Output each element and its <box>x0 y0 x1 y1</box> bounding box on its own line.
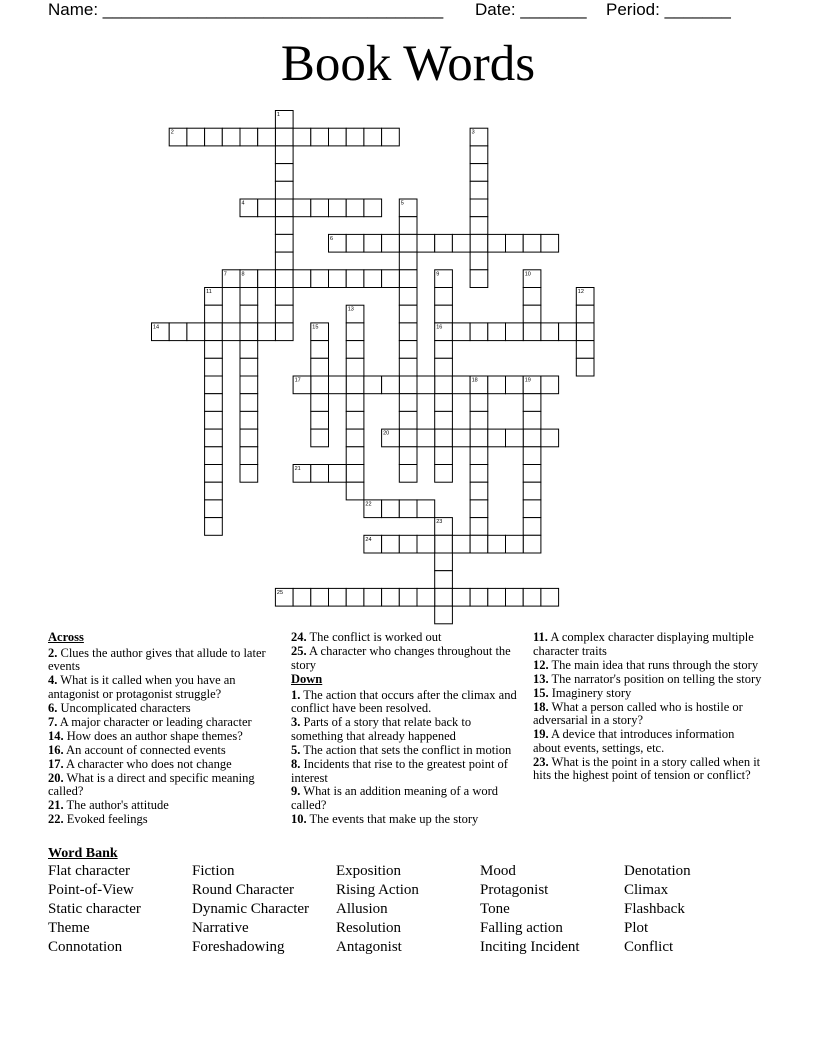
cell-number: 4 <box>241 200 245 207</box>
clue-item: 13. The narrator's position on telling the story <box>533 671 762 686</box>
clue-item: 1. The action that occurs after the climax and conflict have been resolved. <box>291 687 517 716</box>
grid-cell[interactable] <box>258 270 276 288</box>
word-bank-item: Flashback <box>624 901 685 917</box>
grid-cell[interactable] <box>452 429 470 447</box>
grid-cell[interactable] <box>399 288 417 306</box>
grid-cell[interactable] <box>399 411 417 429</box>
cell-number: 18 <box>471 377 478 384</box>
grid-cell[interactable] <box>293 199 311 217</box>
grid-cell[interactable] <box>187 323 205 341</box>
grid-cell[interactable] <box>311 341 329 359</box>
grid-cell[interactable] <box>205 518 223 536</box>
grid-cell[interactable] <box>399 341 417 359</box>
grid-cell[interactable] <box>399 394 417 412</box>
grid-cell[interactable] <box>346 199 364 217</box>
down-heading: Down <box>291 672 323 687</box>
cell-number: 7 <box>223 271 227 278</box>
grid-cell[interactable] <box>523 465 541 483</box>
cell-number: 10 <box>524 271 531 278</box>
grid-cell[interactable] <box>399 535 417 553</box>
grid-cell[interactable] <box>240 447 258 465</box>
grid-cell[interactable] <box>523 288 541 306</box>
grid-cell[interactable] <box>399 500 417 518</box>
grid-cell[interactable] <box>576 358 594 376</box>
grid-cell[interactable] <box>293 588 311 606</box>
word-bank-item: Conflict <box>624 939 674 955</box>
grid-cell[interactable] <box>222 128 240 146</box>
grid-cell[interactable] <box>275 270 293 288</box>
grid-cell[interactable] <box>452 234 470 252</box>
grid-cell[interactable] <box>470 252 488 270</box>
clue-item: 6. Uncomplicated characters <box>48 700 191 715</box>
grid-cell[interactable] <box>435 394 453 412</box>
grid-cell[interactable] <box>523 234 541 252</box>
name-line[interactable]: Name: ____________________________________ <box>48 0 444 19</box>
grid-cell[interactable] <box>435 305 453 323</box>
grid-cell[interactable] <box>523 394 541 412</box>
grid-cell[interactable] <box>205 447 223 465</box>
grid-cell[interactable] <box>329 270 347 288</box>
grid-cell[interactable] <box>399 465 417 483</box>
word-bank-item: Foreshadowing <box>192 939 285 955</box>
grid-cell[interactable] <box>258 323 276 341</box>
grid-cell[interactable] <box>523 447 541 465</box>
cell-number: 20 <box>383 430 390 437</box>
grid-cell[interactable] <box>470 146 488 164</box>
grid-cell[interactable] <box>435 571 453 589</box>
word-bank-item: Tone <box>480 901 510 917</box>
clue-item: 8. Incidents that rise to the greatest point of interest <box>291 756 508 785</box>
word-bank-item: Allusion <box>336 901 388 917</box>
grid-cell[interactable] <box>488 376 506 394</box>
grid-cell[interactable] <box>399 217 417 235</box>
grid-cell[interactable] <box>293 270 311 288</box>
grid-cell[interactable] <box>205 323 223 341</box>
grid-cell[interactable] <box>470 270 488 288</box>
word-bank-item: Exposition <box>336 863 402 879</box>
grid-cell[interactable] <box>523 323 541 341</box>
grid-cell[interactable] <box>417 588 435 606</box>
cell-number: 24 <box>365 536 372 543</box>
clue-item: 20. What is a direct and specific meaning called? <box>48 770 255 799</box>
grid-cell[interactable] <box>382 234 400 252</box>
word-bank-item: Flat character <box>48 863 131 879</box>
grid-cell[interactable] <box>205 429 223 447</box>
cell-number: 8 <box>241 271 245 278</box>
clue-item: 2. Clues the author gives that allude to later events <box>48 645 266 674</box>
grid-cell[interactable] <box>470 199 488 217</box>
grid-cell[interactable] <box>488 323 506 341</box>
grid-cell[interactable] <box>523 535 541 553</box>
clue-item: 14. How does an author shape themes? <box>48 728 243 743</box>
grid-cell[interactable] <box>417 376 435 394</box>
grid-cell[interactable] <box>364 234 382 252</box>
grid-cell[interactable] <box>364 376 382 394</box>
grid-cell[interactable] <box>346 411 364 429</box>
cell-number: 15 <box>312 324 319 331</box>
grid-cell[interactable] <box>240 394 258 412</box>
clue-item: 23. What is the point in a story called when it hits the highest point of tension or conflict? <box>533 754 761 783</box>
grid-cell[interactable] <box>311 429 329 447</box>
grid-cell[interactable] <box>275 181 293 199</box>
grid-cell[interactable] <box>399 358 417 376</box>
grid-cell[interactable] <box>399 234 417 252</box>
grid-cell[interactable] <box>205 358 223 376</box>
grid-cell[interactable] <box>240 465 258 483</box>
grid-cell[interactable] <box>258 199 276 217</box>
clue-item: 19. A device that introduces information about events, settings, etc. <box>533 727 735 755</box>
grid-cell[interactable] <box>523 518 541 536</box>
grid-cell[interactable] <box>329 376 347 394</box>
grid-cell[interactable] <box>523 588 541 606</box>
grid-cell[interactable] <box>293 128 311 146</box>
grid-cell[interactable] <box>470 164 488 182</box>
grid-cell[interactable] <box>435 553 453 571</box>
grid-cell[interactable] <box>523 411 541 429</box>
grid-cell[interactable] <box>523 429 541 447</box>
grid-cell[interactable] <box>329 588 347 606</box>
grid-cell[interactable] <box>311 199 329 217</box>
grid-cell[interactable] <box>399 447 417 465</box>
grid-cell[interactable] <box>382 376 400 394</box>
across-heading: Across <box>48 630 84 644</box>
grid-cell[interactable] <box>541 234 559 252</box>
grid-cell[interactable] <box>523 305 541 323</box>
grid-cell[interactable] <box>488 588 506 606</box>
word-bank-item: Antagonist <box>336 939 402 955</box>
grid-cell[interactable] <box>275 217 293 235</box>
word-bank-item: Rising Action <box>336 882 419 898</box>
grid-cell[interactable] <box>417 429 435 447</box>
cell-number: 12 <box>577 289 584 295</box>
grid-cell[interactable] <box>205 465 223 483</box>
grid-cell[interactable] <box>275 128 293 146</box>
grid-cell[interactable] <box>576 305 594 323</box>
cell-number: 13 <box>347 306 354 313</box>
grid-cell[interactable] <box>382 535 400 553</box>
period-line[interactable]: Period: _______ <box>606 0 731 19</box>
grid-cell[interactable] <box>275 288 293 306</box>
grid-cell[interactable] <box>541 376 559 394</box>
grid-cell[interactable] <box>399 376 417 394</box>
grid-cell[interactable] <box>435 535 453 553</box>
grid-cell[interactable] <box>470 500 488 518</box>
grid-cell[interactable] <box>240 411 258 429</box>
grid-cell[interactable] <box>205 305 223 323</box>
grid-cell[interactable] <box>470 518 488 536</box>
cell-number: 22 <box>365 501 372 508</box>
grid-cell[interactable] <box>506 376 524 394</box>
clue-item: 16. An account of connected events <box>48 742 226 757</box>
grid-cell[interactable] <box>559 323 577 341</box>
clue-item: 22. Evoked feelings <box>48 812 148 827</box>
grid-cell[interactable] <box>417 234 435 252</box>
clue-item: 3. Parts of a story that relate back to something that already happened <box>291 715 472 743</box>
grid-cell[interactable] <box>576 341 594 359</box>
word-bank-item: Point-of-View <box>48 882 134 898</box>
grid-cell[interactable] <box>240 358 258 376</box>
grid-cell[interactable] <box>523 482 541 500</box>
grid-cell[interactable] <box>364 588 382 606</box>
grid-cell[interactable] <box>205 376 223 394</box>
grid-cell[interactable] <box>417 535 435 553</box>
grid-cell[interactable] <box>435 376 453 394</box>
clue-item: 12. The main idea that runs through the story <box>533 657 759 672</box>
word-bank-item: Inciting Incident <box>480 939 580 955</box>
grid-cell[interactable] <box>346 358 364 376</box>
grid-cell[interactable] <box>311 411 329 429</box>
grid-cell[interactable] <box>382 128 400 146</box>
grid-cell[interactable] <box>346 323 364 341</box>
grid-cell[interactable] <box>275 323 293 341</box>
cell-number: 14 <box>153 324 160 331</box>
grid-cell[interactable] <box>506 429 524 447</box>
grid-cell[interactable] <box>240 341 258 359</box>
grid-cell[interactable] <box>435 234 453 252</box>
cell-number: 5 <box>400 200 404 207</box>
word-bank-item: Denotation <box>624 863 691 879</box>
grid-cell[interactable] <box>205 128 223 146</box>
word-bank-item: Fiction <box>192 863 235 879</box>
grid-cell[interactable] <box>506 588 524 606</box>
word-bank-item: Connotation <box>48 939 123 955</box>
word-bank-item: Resolution <box>336 920 402 936</box>
cell-number: 6 <box>330 235 334 242</box>
word-bank-item: Dynamic Character <box>192 901 310 917</box>
clues-column-1 <box>48 631 276 827</box>
word-bank-item: Theme <box>48 920 90 936</box>
grid-cell[interactable] <box>346 234 364 252</box>
grid-cell[interactable] <box>240 128 258 146</box>
clue-item: 21. The author's attitude <box>48 798 169 813</box>
grid-cell[interactable] <box>541 323 559 341</box>
grid-cell[interactable] <box>346 376 364 394</box>
grid-cell[interactable] <box>576 323 594 341</box>
grid-cell[interactable] <box>346 394 364 412</box>
grid-cell[interactable] <box>275 146 293 164</box>
grid-cell[interactable] <box>488 429 506 447</box>
cell-number: 9 <box>436 271 440 278</box>
grid-cell[interactable] <box>435 429 453 447</box>
grid-cell[interactable] <box>435 411 453 429</box>
cell-number: 21 <box>294 466 301 472</box>
grid-cell[interactable] <box>240 323 258 341</box>
grid-cell[interactable] <box>329 128 347 146</box>
word-bank-heading: Word Bank <box>48 846 118 861</box>
grid-cell[interactable] <box>452 323 470 341</box>
grid-cell[interactable] <box>435 588 453 606</box>
grid-cell[interactable] <box>258 128 276 146</box>
grid-cell[interactable] <box>346 588 364 606</box>
cell-number: 23 <box>436 519 443 526</box>
word-bank-item: Falling action <box>480 920 563 936</box>
cell-number: 25 <box>276 589 284 596</box>
grid-cell[interactable] <box>346 270 364 288</box>
grid-cell[interactable] <box>364 199 382 217</box>
grid-cell[interactable] <box>435 341 453 359</box>
grid-cell[interactable] <box>222 323 240 341</box>
grid-cell[interactable] <box>452 588 470 606</box>
cell-number: 11 <box>206 289 212 295</box>
puzzle-title: Book Words <box>280 36 536 92</box>
cell-number: 3 <box>471 129 475 136</box>
grid-cell[interactable] <box>275 234 293 252</box>
cell-number: 16 <box>436 324 443 331</box>
clue-item: 7. A major character or leading character <box>48 714 252 729</box>
grid-cell[interactable] <box>346 429 364 447</box>
grid-cell[interactable] <box>169 323 187 341</box>
grid-cell[interactable] <box>311 376 329 394</box>
grid-cell[interactable] <box>275 252 293 270</box>
grid-cell[interactable] <box>488 535 506 553</box>
grid-cell[interactable] <box>435 358 453 376</box>
grid-cell[interactable] <box>187 128 205 146</box>
grid-cell[interactable] <box>523 500 541 518</box>
grid-cell[interactable] <box>470 465 488 483</box>
grid-cell[interactable] <box>417 500 435 518</box>
grid-cell[interactable] <box>205 500 223 518</box>
grid-cell[interactable] <box>399 588 417 606</box>
clue-item: 15. Imaginery story <box>533 685 632 700</box>
grid-cell[interactable] <box>275 305 293 323</box>
grid-cell[interactable] <box>329 465 347 483</box>
grid-cell[interactable] <box>346 128 364 146</box>
grid-cell[interactable] <box>506 323 524 341</box>
grid-cell[interactable] <box>311 358 329 376</box>
grid-cell[interactable] <box>470 411 488 429</box>
grid-cell[interactable] <box>346 341 364 359</box>
grid-cell[interactable] <box>452 376 470 394</box>
clue-item: 25. A character who changes throughout the story <box>291 643 511 672</box>
grid-cell[interactable] <box>399 252 417 270</box>
grid-cell[interactable] <box>470 447 488 465</box>
grid-cell[interactable] <box>275 199 293 217</box>
grid-cell[interactable] <box>506 234 524 252</box>
grid-cell[interactable] <box>435 606 453 624</box>
grid-cell[interactable] <box>399 323 417 341</box>
grid-cell[interactable] <box>399 270 417 288</box>
grid-cell[interactable] <box>364 128 382 146</box>
grid-cell[interactable] <box>240 429 258 447</box>
word-bank-item: Plot <box>624 920 649 936</box>
clue-item: 11. A complex character displaying multiple character traits <box>533 630 754 658</box>
clue-item: 17. A character who does not change <box>48 756 232 771</box>
grid-cell[interactable] <box>452 535 470 553</box>
clue-item: 18. What a person called who is hostile or adversarial in a story? <box>533 699 743 728</box>
grid-cell[interactable] <box>205 482 223 500</box>
word-bank-item: Narrative <box>192 920 249 936</box>
clue-item: 4. What is it called when you have an antagonist or protagonist struggle? <box>48 673 236 701</box>
grid-cell[interactable] <box>470 394 488 412</box>
grid-cell[interactable] <box>311 270 329 288</box>
grid-cell[interactable] <box>435 447 453 465</box>
grid-cell[interactable] <box>346 482 364 500</box>
grid-cell[interactable] <box>311 465 329 483</box>
grid-cell[interactable] <box>382 270 400 288</box>
grid-cell[interactable] <box>346 447 364 465</box>
grid-cell[interactable] <box>382 500 400 518</box>
word-bank-item: Static character <box>48 901 141 917</box>
grid-cell[interactable] <box>205 341 223 359</box>
clue-item: 9. What is an addition meaning of a word called? <box>291 784 499 813</box>
word-bank-item: Protagonist <box>480 882 549 898</box>
grid-cell[interactable] <box>311 394 329 412</box>
cell-number: 19 <box>524 377 531 384</box>
grid-cell[interactable] <box>240 288 258 306</box>
clues-column-2 <box>291 631 517 827</box>
grid-cell[interactable] <box>470 234 488 252</box>
grid-cell[interactable] <box>311 128 329 146</box>
grid-cell[interactable] <box>346 465 364 483</box>
grid-cell[interactable] <box>205 411 223 429</box>
grid-cell[interactable] <box>399 305 417 323</box>
grid-cell[interactable] <box>470 429 488 447</box>
grid-cell[interactable] <box>470 217 488 235</box>
grid-cell[interactable] <box>205 394 223 412</box>
grid-cell[interactable] <box>470 535 488 553</box>
grid-cell[interactable] <box>240 305 258 323</box>
date-line[interactable]: Date: _______ <box>475 0 587 19</box>
word-bank-item: Mood <box>480 863 516 879</box>
grid-cell[interactable] <box>364 270 382 288</box>
grid-cell[interactable] <box>435 465 453 483</box>
cell-number: 17 <box>294 377 301 384</box>
grid-cell[interactable] <box>470 181 488 199</box>
clue-item: 10. The events that make up the story <box>291 812 479 827</box>
grid-cell[interactable] <box>382 588 400 606</box>
grid-cell[interactable] <box>329 199 347 217</box>
grid-cell[interactable] <box>541 429 559 447</box>
grid-cell[interactable] <box>470 482 488 500</box>
grid-cell[interactable] <box>470 323 488 341</box>
clues-column-3 <box>533 631 765 783</box>
clue-item: 24. The conflict is worked out <box>291 630 442 644</box>
grid-cell[interactable] <box>399 429 417 447</box>
grid-cell[interactable] <box>470 588 488 606</box>
grid-cell[interactable] <box>506 535 524 553</box>
grid-cell[interactable] <box>275 164 293 182</box>
grid-cell[interactable] <box>240 376 258 394</box>
word-bank-item: Climax <box>624 882 669 898</box>
cell-number: 2 <box>170 129 174 136</box>
clue-item: 5. The action that sets the conflict in motion <box>291 742 512 757</box>
grid-cell[interactable] <box>311 588 329 606</box>
grid-cell[interactable] <box>541 588 559 606</box>
grid-cell[interactable] <box>488 234 506 252</box>
grid-cell[interactable] <box>435 288 453 306</box>
cell-number: 1 <box>276 112 280 118</box>
word-bank-item: Round Character <box>192 882 295 898</box>
